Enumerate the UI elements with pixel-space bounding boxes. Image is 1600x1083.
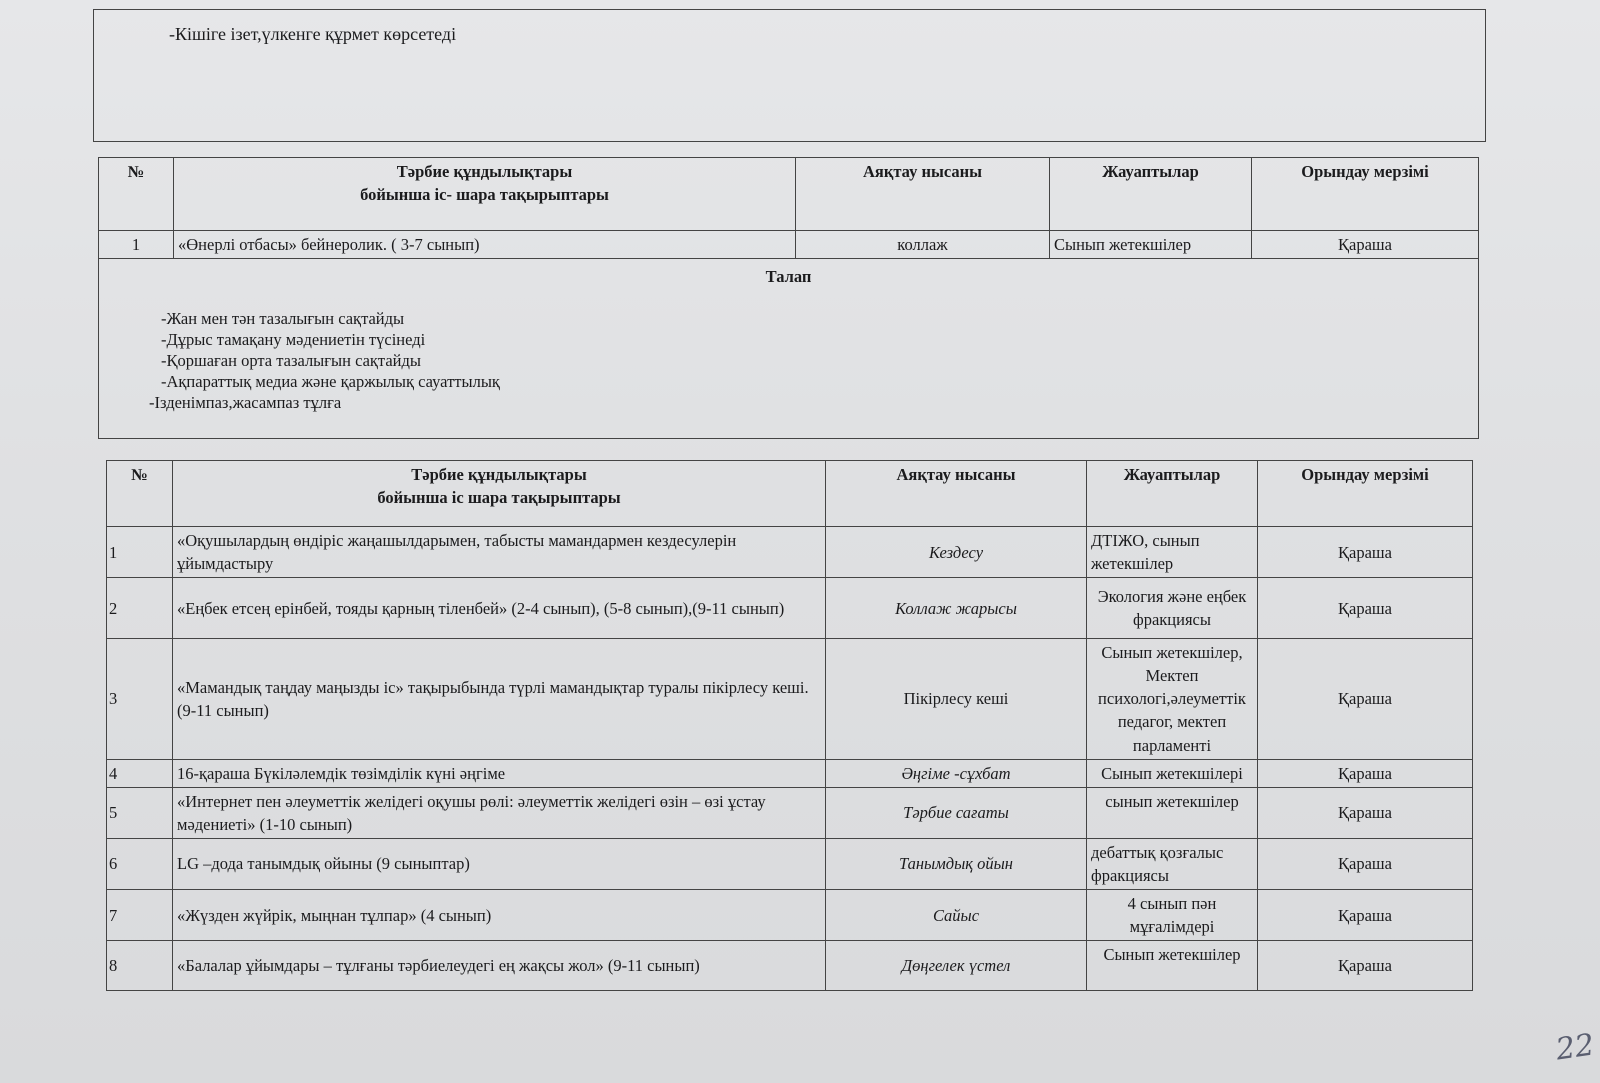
- header-num: №: [99, 158, 174, 231]
- row-topic: 16-қараша Бүкіләлемдік төзімділік күні әңгіме: [173, 759, 826, 787]
- header-form: Аяқтау нысаны: [796, 158, 1050, 231]
- row-form: коллаж: [796, 231, 1050, 259]
- row-topic: «Балалар ұйымдары – тұлғаны тәрбиелеудегі ең жақсы жол» (9-11 сынып): [173, 941, 826, 991]
- row-form: Әңгіме -сұхбат: [826, 759, 1087, 787]
- table-row: [107, 838, 1473, 889]
- table-row: [107, 639, 1473, 759]
- table-row: [107, 890, 1473, 941]
- row-topic: «Жүзден жүйрік, мыңнан тұлпар» (4 сынып): [173, 890, 826, 941]
- talap-cell: [99, 259, 1479, 439]
- row-deadline: Қараша: [1258, 759, 1473, 787]
- row-deadline: Қараша: [1258, 838, 1473, 889]
- row-topic: «Интернет пен әлеуметтік желідегі оқушы рөлі: әлеуметтік желідегі өзін – өзі ұстау мәдениеті» (1-10 сынып): [173, 787, 826, 838]
- header-topic-line2: бойынша іс- шара тақырыптары: [360, 185, 609, 205]
- header-form: Аяқтау нысаны: [826, 461, 1087, 527]
- row-responsible: Сынып жетекшілер, Мектеп психологі,әлеуметтік педагог, мектеп парламенті: [1087, 639, 1258, 759]
- row-responsible: Сынып жетекшілері: [1087, 759, 1258, 787]
- page-number: 22: [1553, 1027, 1597, 1068]
- header-topic: [174, 158, 796, 231]
- header-topic: [173, 461, 826, 527]
- table-row: [99, 231, 1479, 259]
- row-responsible: ДТІЖО, сынып жетекшілер: [1087, 527, 1258, 578]
- row-num: 8: [107, 941, 173, 991]
- row-num: 5: [107, 787, 173, 838]
- row-deadline: Қараша: [1258, 527, 1473, 578]
- row-topic: «Еңбек етсең ерінбей, тояды қарның тіленбей» (2-4 сынып), (5-8 сынып),(9-11 сынып): [173, 578, 826, 639]
- plan-table-2: [106, 460, 1473, 991]
- row-responsible: Экология және еңбек фракциясы: [1087, 578, 1258, 639]
- row-deadline: Қараша: [1258, 787, 1473, 838]
- row-topic: «Оқушылардың өндіріс жаңашылдарымен, табысты мамандармен кездесулерін ұйымдастыру: [173, 527, 826, 578]
- row-num: 6: [107, 838, 173, 889]
- top-note-box: [93, 9, 1486, 142]
- talap-item: -Ізденімпаз,жасампаз тұлға: [149, 393, 342, 413]
- table-header-row: [107, 461, 1473, 527]
- header-responsible: Жауаптылар: [1050, 158, 1252, 231]
- row-deadline: Қараша: [1258, 578, 1473, 639]
- row-topic: «Мамандық таңдау маңызды іс» тақырыбында түрлі мамандықтар туралы пікірлесу кеші. (9-11 сынып): [173, 639, 826, 759]
- row-num: 3: [107, 639, 173, 759]
- row-responsible: Сынып жетекшілер: [1087, 941, 1258, 991]
- plan-table-1: [98, 157, 1479, 439]
- row-form: Дөңгелек үстел: [826, 941, 1087, 991]
- row-deadline: Қараша: [1252, 231, 1479, 259]
- header-topic-line2: бойынша іс шара тақырыптары: [377, 488, 621, 508]
- row-responsible: Сынып жетекшілер: [1050, 231, 1252, 259]
- table-row: [107, 527, 1473, 578]
- row-deadline: Қараша: [1258, 890, 1473, 941]
- row-deadline: Қараша: [1258, 639, 1473, 759]
- header-topic-line1: Тәрбие құндылықтары: [396, 162, 573, 181]
- talap-item: -Қоршаған орта тазалығын сақтайды: [161, 351, 421, 371]
- row-num: 1: [107, 527, 173, 578]
- table-row: [107, 941, 1473, 991]
- header-topic-line1: Тәрбие құндылықтары: [411, 465, 587, 484]
- row-responsible: сынып жетекшілер: [1087, 787, 1258, 838]
- header-num: №: [107, 461, 173, 527]
- table-row: [107, 759, 1473, 787]
- row-num: 2: [107, 578, 173, 639]
- row-responsible: 4 сынып пән мұғалімдері: [1087, 890, 1258, 941]
- table-row: [107, 578, 1473, 639]
- row-topic: «Өнерлі отбасы» бейнеролик. ( 3-7 сынып): [174, 231, 796, 259]
- talap-item: -Ақпараттық медиа және қаржылық сауаттылық: [161, 372, 500, 392]
- talap-title: Талап: [765, 267, 812, 287]
- row-num: 1: [99, 231, 174, 259]
- top-note: -Кішіге ізет,үлкенге құрмет көрсетеді: [169, 24, 457, 44]
- talap-list: [103, 308, 1474, 413]
- header-deadline: Орындау мерзімі: [1258, 461, 1473, 527]
- table-header-row: [99, 158, 1479, 231]
- header-deadline: Орындау мерзімі: [1252, 158, 1479, 231]
- header-responsible: Жауаптылар: [1087, 461, 1258, 527]
- row-num: 4: [107, 759, 173, 787]
- row-deadline: Қараша: [1258, 941, 1473, 991]
- row-form: Пікірлесу кеші: [826, 639, 1087, 759]
- talap-item: -Дұрыс тамақану мәдениетін түсінеді: [161, 330, 426, 350]
- row-form: Коллаж жарысы: [826, 578, 1087, 639]
- row-form: Тәрбие сағаты: [826, 787, 1087, 838]
- talap-item: -Жан мен тән тазалығын сақтайды: [161, 309, 405, 329]
- row-responsible: дебаттық қозғалыс фракциясы: [1087, 838, 1258, 889]
- row-form: Танымдық ойын: [826, 838, 1087, 889]
- row-form: Кездесу: [826, 527, 1087, 578]
- table-row: [107, 787, 1473, 838]
- row-form: Сайыс: [826, 890, 1087, 941]
- row-topic: LG –дода танымдық ойыны (9 сыныптар): [173, 838, 826, 889]
- talap-row: [99, 259, 1479, 439]
- row-num: 7: [107, 890, 173, 941]
